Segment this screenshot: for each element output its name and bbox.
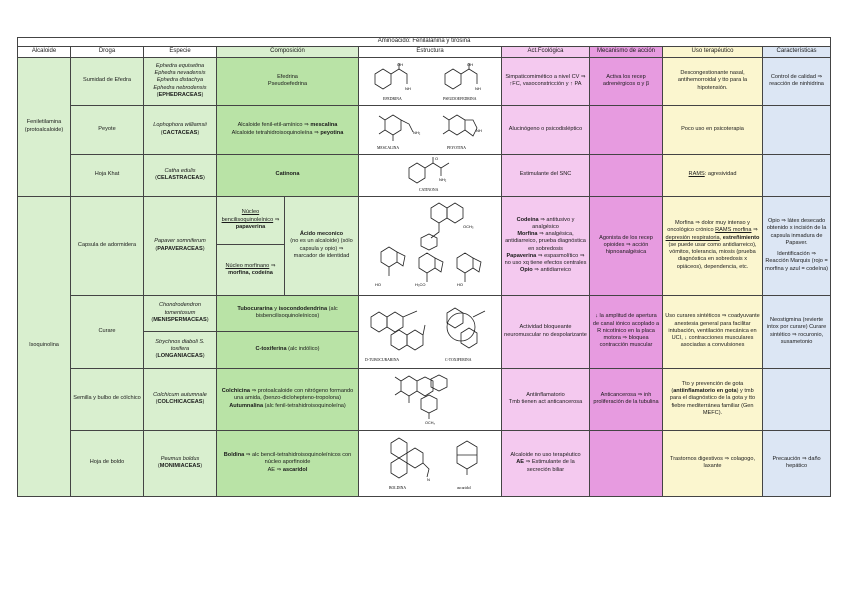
- nucleo-bencilisoquinoleinico: Núcleo bencilisoquinoleínico ⇒ papaverina: [217, 196, 285, 244]
- droga-boldo: Hoja de boldo: [71, 430, 144, 496]
- svg-text:MESCALINA: MESCALINA: [377, 145, 400, 150]
- mec-curare: ↓ la amplitud de apertura de canal iónico acoplado a R nicotínico en la placa motora ⇒ bloquea contracción muscular: [590, 295, 663, 368]
- efedrina-structure-image: [361, 60, 501, 102]
- act-efedra: Simpaticomimético a nivel CV ⇒ ↑FC, vasoconstricción y ↑ PA: [502, 57, 590, 105]
- droga-curare: Curare: [71, 295, 144, 368]
- uso-efedra: Descongestionante nasal, antihemorroidal y tto para la hipotensión.: [663, 57, 763, 105]
- svg-text:NH₂: NH₂: [413, 129, 421, 135]
- table-row: [18, 295, 831, 332]
- svg-text:NH: NH: [405, 86, 411, 92]
- carac-curare: Neostigmina (revierte intox por curare) Curare sintético ⇒ rocuronio, suxametonio: [763, 295, 831, 368]
- header-mecanismo: Mecanismo de acción: [590, 46, 663, 57]
- estructura-mescalina: [359, 105, 502, 154]
- header-estructura: Estructura: [359, 46, 502, 57]
- table-row: [18, 105, 831, 154]
- svg-text:D-TUBOCURARINA: D-TUBOCURARINA: [365, 357, 400, 362]
- droga-colchico: Semilla y bulbo de cólchico: [71, 368, 144, 430]
- especie-curare-2: Strychnos diaboli S. toxifera (LONGANIACEAS): [144, 332, 217, 369]
- header-droga: Droga: [71, 46, 144, 57]
- droga-peyote: Peyote: [71, 105, 144, 154]
- svg-text:OH: OH: [467, 62, 473, 68]
- droga-khat: Hoja Khat: [71, 154, 144, 196]
- composicion-boldo: Boldina ⇒ alc bencil-tetrahidroisoquinoleínicos con núcleo aporfinoide AE ⇒ ascaridol: [217, 430, 359, 496]
- estructura-curare: [359, 295, 502, 368]
- act-colchico: Antiinflamatorio Tmb tienen act anticancerosa: [502, 368, 590, 430]
- opiaceos-structure-image: [361, 198, 501, 294]
- table-row: [18, 154, 831, 196]
- carac-opio: Opio ⇒ látex desecado obtenido x incisión de la capsula inmadura de Papaver. Identificación ⇒ Reacción Marquis (rojo = morfina y azul = codeína): [763, 196, 831, 295]
- uso-peyote: Poco uso en psicoterapia: [663, 105, 763, 154]
- table-row: [18, 368, 831, 430]
- act-boldo: Alcaloide no uso terapéutico AE ⇒ Estimulante de la secreción biliar: [502, 430, 590, 496]
- mec-colchico: Anticancerosa ⇒ inh proliferación de la tubulina: [590, 368, 663, 430]
- especie-colchico: Colchicum autumnale (COLCHICACEAS): [144, 368, 217, 430]
- header-uso: Uso terapéutico: [663, 46, 763, 57]
- colchicina-structure-image: [361, 371, 501, 427]
- act-curare: Actividad bloqueante neuromuscular no despolarizante: [502, 295, 590, 368]
- uso-opio: Morfina ⇒ dolor muy intenso y oncológico crónico RAMS morfina ⇒ depresión respiratoria, estreñimiento (se puede usar como antidiarreico), vómitos, tolerancia, miosis (prueba diagnóstica en sobredosis x opiáceos), dependencia, etc.: [663, 196, 763, 295]
- svg-text:N: N: [427, 477, 430, 483]
- composicion-peyote: Alcaloide fenil-etil-amínico ⇒ mescalina Alcaloide tetrahidroisoquinoleína ⇒ peyotina: [217, 105, 359, 154]
- header-alcaloide: Alcaloide: [18, 46, 71, 57]
- composicion-curare-2: C-toxiferina (alc indólico): [217, 332, 359, 369]
- estructura-colchicina: [359, 368, 502, 430]
- carac-khat: [763, 154, 831, 196]
- curare-structure-image: [361, 297, 501, 367]
- estructura-catinona: [359, 154, 502, 196]
- especie-peyote: Lophophora williamsii (CACTACEAS): [144, 105, 217, 154]
- droga-opio: Capsula de adormidera: [71, 196, 144, 295]
- alcaloide-feniletilamina: Feniletilamina (protoalcaloide): [18, 57, 71, 196]
- alkaloid-table: [17, 37, 831, 497]
- table-row: [18, 430, 831, 496]
- svg-text:EFEDRINA: EFEDRINA: [383, 97, 402, 102]
- composicion-efedra: Efedrina Pseudoefedrina: [217, 57, 359, 105]
- estructura-opio: [359, 196, 502, 295]
- svg-text:C-TOXIFERINA: C-TOXIFERINA: [445, 357, 472, 362]
- droga-efedra: Sumidad de Efedra: [71, 57, 144, 105]
- header-act-fcologica: Act.Fcológica: [502, 46, 590, 57]
- header-composicion: Composición: [217, 46, 359, 57]
- act-opio: Codeína ⇒ antitusivo y analgésico Morfina ⇒ analgésica, antidiarreico, prueba diagnóstica en sobredosis Papaverina ⇒ espasmolítico ⇒ no uso xq tiene efectos centrales Opio ⇒ antidiarreico: [502, 196, 590, 295]
- especie-efedra: Ephedra equisetina Ephedra nevadensis Ephedra distachya Ephedra nebrodensis (EPHEDRACEAS): [144, 57, 217, 105]
- especie-boldo: Peumus boldus (MONIMIACEAS): [144, 430, 217, 496]
- catinona-structure-image: [361, 156, 501, 194]
- svg-text:PSEUDOEFEDRINA: PSEUDOEFEDRINA: [443, 97, 477, 102]
- svg-text:OCH₃: OCH₃: [425, 421, 435, 426]
- svg-text:PEYOTINA: PEYOTINA: [447, 145, 466, 150]
- composicion-colchico: Colchicina ⇒ protoalcaloide con nitrógeno formando una amida, (benzo-diclohepteno-tropolona) Autumnalina (alc fenil-tetrahidroisoquinoleína): [217, 368, 359, 430]
- svg-text:HO: HO: [375, 281, 381, 287]
- mescalina-structure-image: [361, 108, 501, 152]
- especie-khat: Catha edulis (CELASTRACEAS): [144, 154, 217, 196]
- uso-curare: Uso curares sintéticos ⇒ coadyuvante anestesia general para facilitar intubación, ventilación mecánica en UCI, ↓ contracciones musculares asociadas a convulsiones: [663, 295, 763, 368]
- carac-colchico: [763, 368, 831, 430]
- carac-peyote: [763, 105, 831, 154]
- act-khat: Estimulante del SNC: [502, 154, 590, 196]
- table-row: [18, 196, 831, 244]
- svg-text:HO: HO: [457, 281, 463, 287]
- uso-boldo: Trastornos digestivos ⇒ colagogo, laxante: [663, 430, 763, 496]
- act-peyote: Alucinógeno o psicodisléptico: [502, 105, 590, 154]
- nucleo-morfinano: Núcleo morfinano ⇒ morfina, codeína: [217, 245, 285, 296]
- carac-efedra: Control de calidad ⇒ reacción de ninhidrina: [763, 57, 831, 105]
- svg-text:BOLDINA: BOLDINA: [389, 486, 407, 491]
- table-title: Aminoácido: Fenilalanina y tirosina: [18, 38, 831, 47]
- header-especie: Especie: [144, 46, 217, 57]
- mec-boldo: [590, 430, 663, 496]
- svg-text:OH: OH: [397, 62, 403, 68]
- estructura-boldina: [359, 430, 502, 496]
- svg-text:NH: NH: [476, 127, 482, 133]
- table-row: [18, 57, 831, 105]
- header-caracteristicas: Características: [763, 46, 831, 57]
- svg-text:ascaridol: ascaridol: [457, 486, 471, 491]
- svg-text:NH₂: NH₂: [439, 177, 447, 183]
- svg-text:NH: NH: [475, 86, 481, 92]
- especie-opio: Papaver somniferum (PAPAVERACEAS): [144, 196, 217, 295]
- svg-text:OCH₃: OCH₃: [463, 223, 474, 229]
- mec-efedra: Activa los recep adrenérgicos α y β: [590, 57, 663, 105]
- composicion-curare-1: Tubocurarina y isocondodendrina (alc bisbencilisoquinoleínicos): [217, 295, 359, 332]
- carac-boldo: Precaución ⇒ daño hepático: [763, 430, 831, 496]
- acido-meconico: Ácido meconico (no es un alcaloide) (sólo capsula y opio) ⇒ marcador de identidad: [285, 196, 359, 295]
- especie-curare-1: Chondrodendron tomentosum (MENISPERMACEAS): [144, 295, 217, 332]
- svg-text:CATINONA: CATINONA: [419, 188, 439, 193]
- alcaloide-isoquinolina: Isoquinolina: [18, 196, 71, 496]
- boldina-structure-image: [361, 433, 501, 493]
- mec-khat: [590, 154, 663, 196]
- uso-colchico: Tto y prevención de gota (antiinflamatorio en gota) y tmb para el diagnóstico de la gota y tto fiebre mediterránea familiar (Gen MEFC).: [663, 368, 763, 430]
- mec-peyote: [590, 105, 663, 154]
- composicion-khat: Catinona: [217, 154, 359, 196]
- svg-text:O: O: [435, 156, 439, 162]
- uso-khat: RAMS: agresividad: [663, 154, 763, 196]
- estructura-efedrina: [359, 57, 502, 105]
- svg-text:H₃CO: H₃CO: [415, 281, 426, 287]
- mec-opio: Agonista de los recep opioides ⇒ acción hipnoanalgésica: [590, 196, 663, 295]
